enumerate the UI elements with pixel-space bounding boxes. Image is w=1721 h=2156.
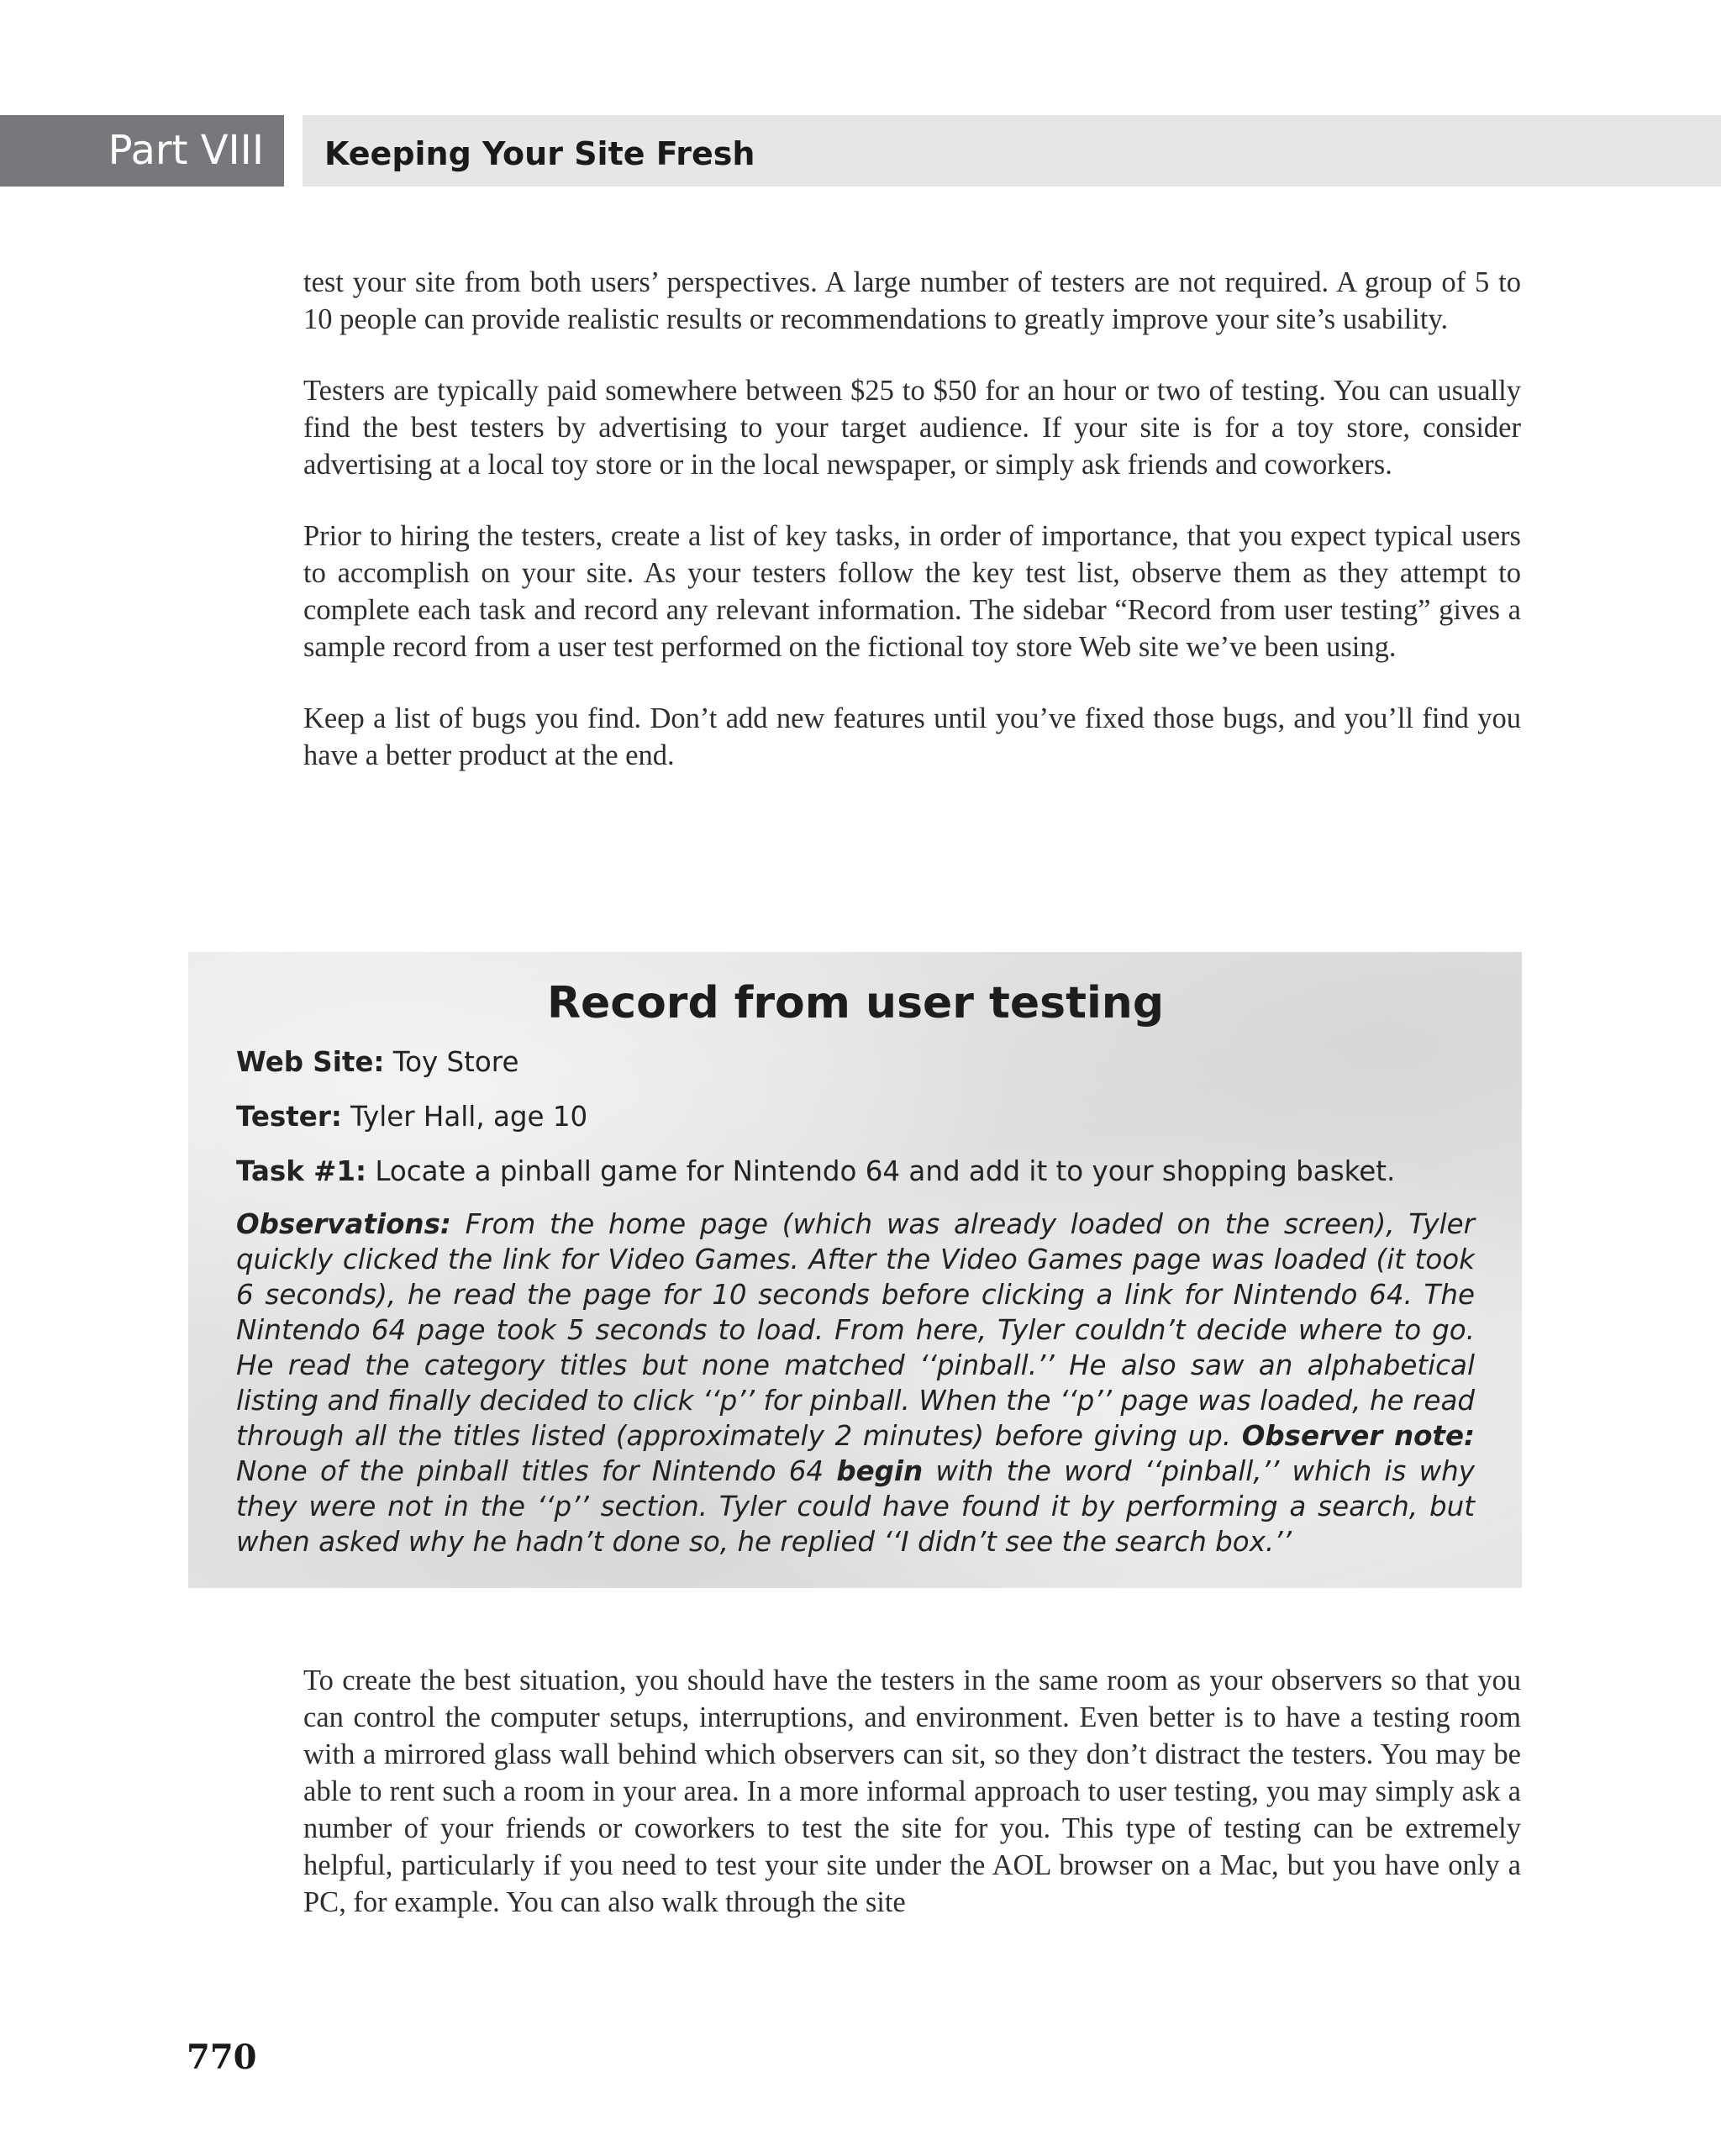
chapter-title: Keeping Your Site Fresh [303,115,1721,187]
paragraph: Prior to hiring the testers, create a list of key tasks, in order of importance, that you expect typical users to accomplish on your site. As your testers follow the key test list, observe them as they attempt to complete each task and record any relevant information. The sidebar “Record from user testing” gives a sample record from a user test performed on the fictional toy store Web site we’ve been using. [303,520,1521,663]
observer-note-label: Observer note: [1241,1420,1475,1452]
web-site-value: Toy Store [384,1046,519,1078]
web-site-field [236,1044,1475,1080]
page-number: 770 [187,2038,257,2077]
observations-text: with the word ‘‘pinball,’’ which is why they were not in the ‘‘p’’ section. Tyler could have found it by performing a search, but when asked why he hadn’t done so, he replied ‘‘I didn’t see the search box.’’ [236,1455,1475,1558]
task-field [236,1154,1475,1189]
observations-text: From the home page (which was already loaded on the screen), Tyler quickly clicked the link for Video Games. After the Video Games page was loaded (it took 6 seconds), he read the page for 10 seconds before clicking a link for Nintendo 64. The Nintendo 64 page took 5 seconds to load. From here, Tyler couldn’t decide where to go. He read the category titles but none matched ‘‘pinball.’’ He also saw an alphabetical listing and finally decided to click ‘‘p’’ for pinball. When the ‘‘p’’ page was loaded, he read through all the titles listed (approximately 2 minutes) before giving up. [236,1208,1475,1452]
part-label: Part VIII [0,115,284,187]
observations-label: Observations: [236,1208,451,1240]
web-site-label: Web Site: [236,1046,385,1078]
sidebar-title: Record from user testing [546,978,1165,1028]
paragraph: Testers are typically paid somewhere between $25 to $50 for an hour or two of testing. You can usually find the best testers by advertising to your target audience. If your site is for a toy store, consider advertising at a local toy store or in the local newspaper, or simply ask friends and coworkers. [303,375,1521,481]
observations-text: None of the pinball titles for Nintendo 64 [236,1455,837,1487]
sidebar-box [188,952,1522,1588]
tester-value: Tyler Hall, age 10 [341,1101,588,1133]
emphasis-word: begin [836,1455,924,1487]
tester-field [236,1099,1475,1134]
task-value: Locate a pinball game for Nintendo 64 and add it to your shopping basket. [366,1155,1396,1187]
observations-field [236,1207,1475,1559]
paragraph: Keep a list of bugs you find. Don’t add new features until you’ve fixed those bugs, and you’ll find you have a better product at the end. [303,702,1521,771]
task-label: Task #1: [236,1155,367,1187]
body-text-upper [303,264,1521,808]
body-text-lower [303,1662,1521,1955]
tester-label: Tester: [236,1101,342,1133]
paragraph: test your site from both users’ perspectives. A large number of testers are not required. A group of 5 to 10 people can provide realistic results or recommendations to greatly improve your site’s usability. [303,266,1521,335]
paragraph: To create the best situation, you should have the testers in the same room as your observers so that you can control the computer setups, interruptions, and environment. Even better is to have a testing room with a mirrored glass wall behind which observers can sit, so they don’t distract the testers. You may be able to rent such a room in your area. In a more informal approach to user testing, you may simply ask a number of your friends or coworkers to test the site for you. This type of testing can be extremely helpful, particularly if you need to test your site under the AOL browser on a Mac, but you have only a PC, for example. You can also walk through the site [303,1664,1521,1918]
